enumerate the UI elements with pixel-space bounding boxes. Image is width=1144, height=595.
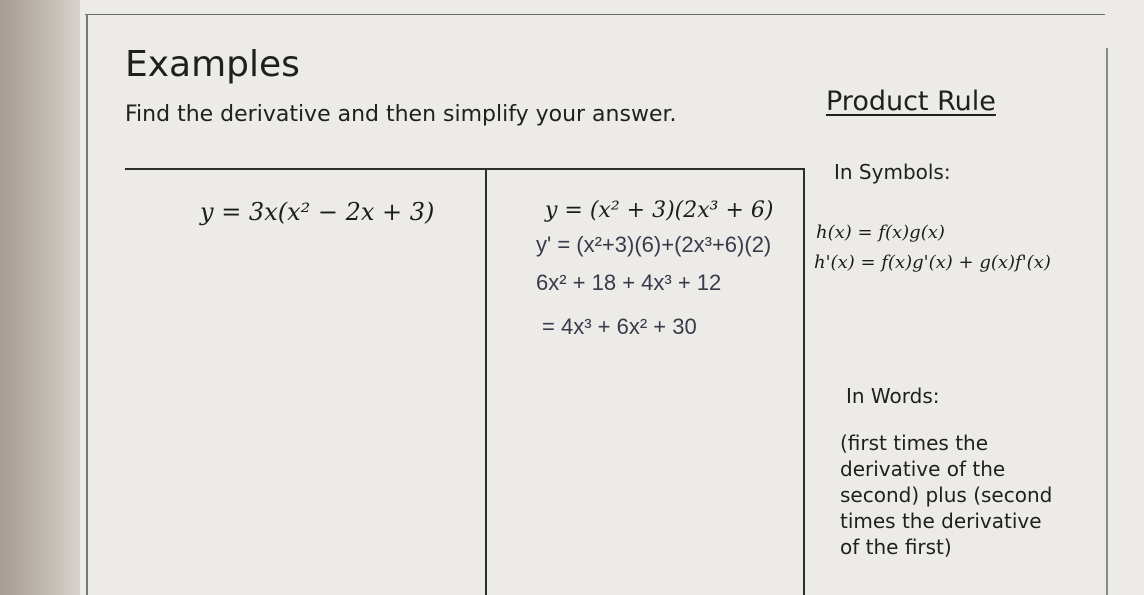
words-line: (first times the [840, 431, 989, 455]
problem-right-equation: y = (x² + 3)(2x³ + 6) [545, 198, 774, 223]
words-label: In Words: [846, 384, 940, 408]
outer-frame-left [86, 14, 88, 595]
table-right-divider [803, 168, 805, 595]
background-edge [0, 0, 80, 595]
words-line: second) plus (second [840, 483, 1053, 507]
symbols-formula-1: h(x) = f(x)g(x) [816, 222, 945, 243]
instructions-text: Find the derivative and then simplify your answer. [125, 102, 677, 127]
table-middle-divider [485, 168, 487, 595]
work-line-3: = 4x³ + 6x² + 30 [542, 314, 697, 339]
words-description [840, 430, 1100, 560]
table-top-border [125, 168, 805, 170]
symbols-formula-2: h'(x) = f(x)g'(x) + g(x)f'(x) [814, 252, 1051, 273]
work-line-1: y' = (x²+3)(6)+(2x³+6)(2) [536, 232, 772, 257]
rule-title: Product Rule [826, 86, 996, 117]
outer-frame-top [85, 14, 1105, 15]
problem-left-equation: y = 3x(x² − 2x + 3) [200, 198, 435, 226]
words-line: of the first) [840, 535, 952, 559]
words-line: times the derivative [840, 509, 1042, 533]
words-line: derivative of the [840, 457, 1006, 481]
page-title: Examples [125, 44, 300, 85]
work-line-2: 6x² + 18 + 4x³ + 12 [536, 270, 722, 295]
outer-frame-right [1106, 48, 1108, 595]
symbols-label: In Symbols: [834, 160, 951, 184]
